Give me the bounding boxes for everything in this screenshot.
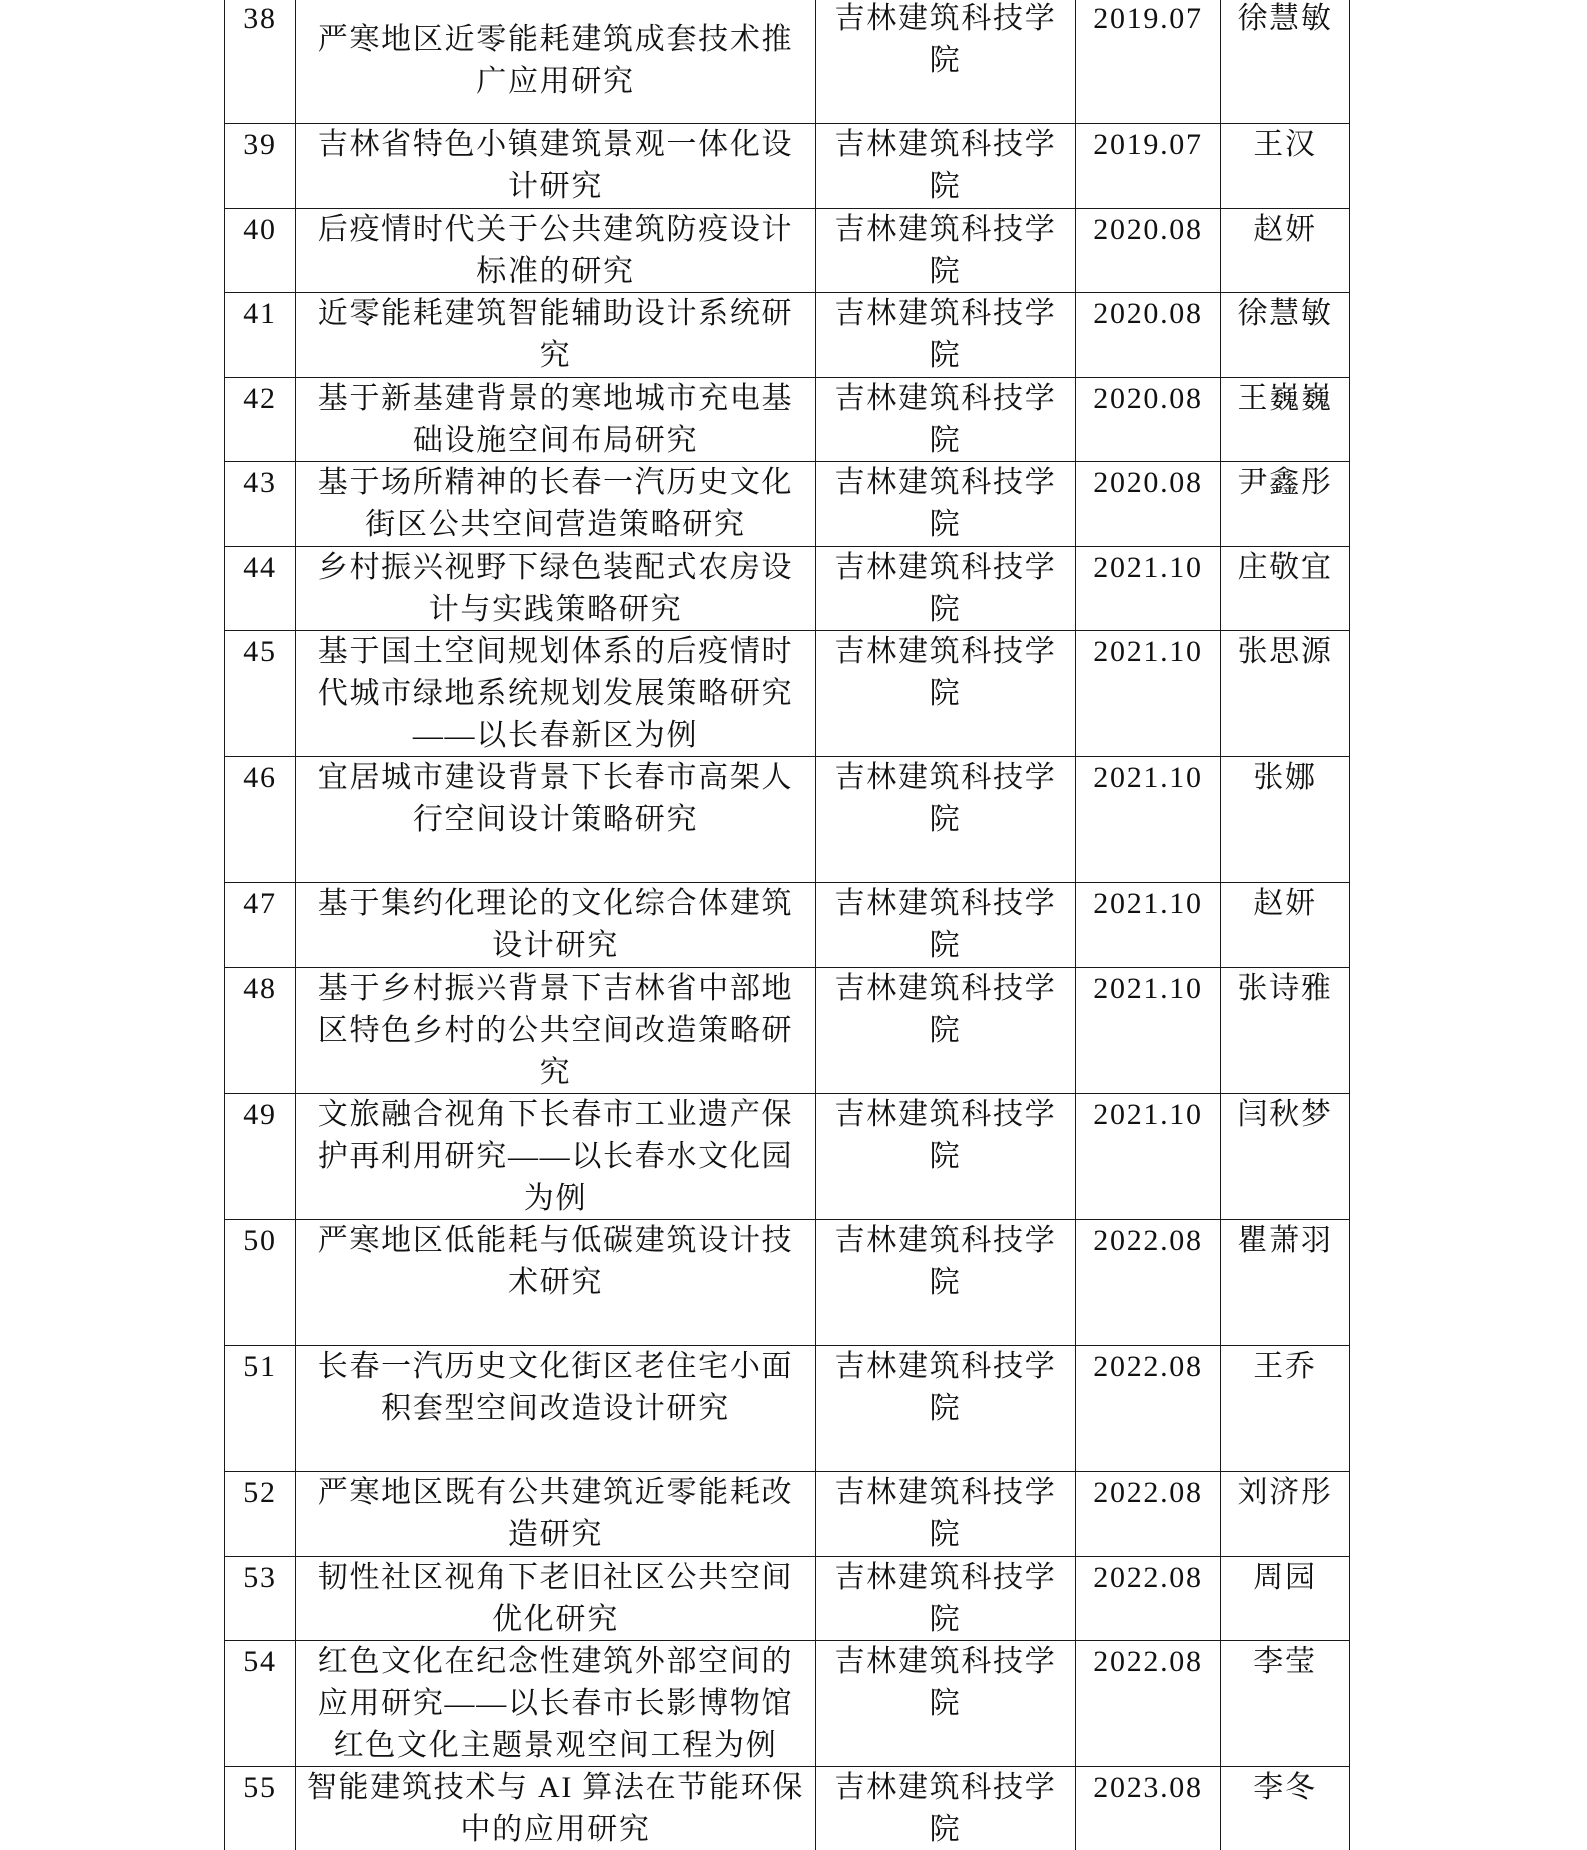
date-cell bbox=[1076, 1220, 1221, 1345]
institution-line: 吉林建筑科技学 bbox=[834, 1560, 1057, 1594]
leader-cell bbox=[1221, 1472, 1350, 1556]
table-row bbox=[224, 547, 1350, 632]
institution-cell bbox=[816, 293, 1076, 377]
project-title-line: 韧性社区视角下老旧社区公共空间 bbox=[317, 1560, 794, 1594]
institution-line: 院 bbox=[929, 803, 962, 837]
project-title-line: 为例 bbox=[523, 1181, 588, 1215]
project-date: 2021.10 bbox=[1093, 635, 1203, 669]
project-leader: 李莹 bbox=[1253, 1645, 1317, 1679]
leader-cell bbox=[1221, 293, 1350, 377]
row-number: 44 bbox=[243, 550, 277, 584]
date-cell bbox=[1076, 293, 1221, 377]
project-title-line: 究 bbox=[539, 1055, 572, 1089]
project-title-line: 吉林省特色小镇建筑景观一体化设 bbox=[317, 128, 794, 162]
institution-line: 吉林建筑科技学 bbox=[834, 1645, 1057, 1679]
row-number-cell bbox=[224, 1472, 296, 1556]
project-title-cell bbox=[296, 1094, 816, 1219]
institution-line: 院 bbox=[929, 1392, 962, 1426]
project-title-cell bbox=[296, 462, 816, 546]
row-number: 55 bbox=[243, 1771, 277, 1805]
project-title-line: 近零能耗建筑智能辅助设计系统研 bbox=[317, 297, 794, 331]
row-number: 40 bbox=[243, 212, 277, 246]
project-title-line: 标准的研究 bbox=[476, 254, 635, 288]
project-date: 2022.08 bbox=[1093, 1476, 1203, 1510]
institution-line: 院 bbox=[929, 170, 962, 204]
row-number-cell bbox=[224, 968, 296, 1093]
project-title-line: 区特色乡村的公共空间改造策略研 bbox=[317, 1013, 794, 1047]
table-row bbox=[224, 209, 1350, 294]
table-row bbox=[224, 1346, 1350, 1472]
row-number: 43 bbox=[243, 466, 277, 500]
institution-line: 院 bbox=[929, 423, 962, 457]
table-row bbox=[224, 757, 1350, 883]
project-leader: 赵妍 bbox=[1253, 212, 1317, 246]
institution-line: 吉林建筑科技学 bbox=[834, 887, 1057, 921]
row-number: 48 bbox=[243, 971, 277, 1005]
institution-line: 吉林建筑科技学 bbox=[834, 297, 1057, 331]
project-date: 2023.08 bbox=[1093, 1771, 1203, 1805]
table-row bbox=[224, 293, 1350, 378]
table-row bbox=[224, 968, 1350, 1094]
row-number: 42 bbox=[243, 381, 277, 415]
project-title-line: 基于国土空间规划体系的后疫情时 bbox=[317, 635, 794, 669]
table-row bbox=[224, 462, 1350, 547]
institution-cell bbox=[816, 1472, 1076, 1556]
project-title-line: 积套型空间改造设计研究 bbox=[381, 1392, 730, 1426]
institution-cell bbox=[816, 1346, 1076, 1471]
project-date: 2021.10 bbox=[1093, 1097, 1203, 1131]
project-title-line: 计与实践策略研究 bbox=[428, 592, 683, 626]
leader-cell bbox=[1221, 209, 1350, 293]
project-title-line: 应用研究——以长春市长影博物馆 bbox=[317, 1687, 794, 1721]
project-title-line: 基于集约化理论的文化综合体建筑 bbox=[317, 887, 794, 921]
row-number-cell bbox=[224, 1094, 296, 1219]
project-leader: 王乔 bbox=[1253, 1350, 1317, 1384]
project-title-line: 基于乡村振兴背景下吉林省中部地 bbox=[317, 971, 794, 1005]
row-number: 53 bbox=[243, 1560, 277, 1594]
row-number: 52 bbox=[243, 1476, 277, 1510]
institution-line: 吉林建筑科技学 bbox=[834, 550, 1057, 584]
institution-cell bbox=[816, 1220, 1076, 1345]
project-date: 2022.08 bbox=[1093, 1560, 1203, 1594]
row-number-cell bbox=[224, 757, 296, 882]
row-number-cell bbox=[224, 0, 296, 123]
row-number-cell bbox=[224, 1220, 296, 1345]
project-title-line: 究 bbox=[539, 339, 572, 373]
row-number: 39 bbox=[243, 128, 277, 162]
table-row bbox=[224, 883, 1350, 968]
project-leader: 周园 bbox=[1253, 1560, 1317, 1594]
project-leader: 张思源 bbox=[1237, 635, 1333, 669]
institution-line: 院 bbox=[929, 1265, 962, 1299]
project-leader: 赵妍 bbox=[1253, 887, 1317, 921]
project-title-cell bbox=[296, 1346, 816, 1471]
project-title-cell bbox=[296, 124, 816, 208]
institution-line: 吉林建筑科技学 bbox=[834, 381, 1057, 415]
project-title-line: 红色文化在纪念性建筑外部空间的 bbox=[317, 1645, 794, 1679]
leader-cell bbox=[1221, 1094, 1350, 1219]
table-row bbox=[224, 1094, 1350, 1220]
project-title-line: 基于新基建背景的寒地城市充电基 bbox=[317, 381, 794, 415]
project-date: 2020.08 bbox=[1093, 466, 1203, 500]
project-title-line: 中的应用研究 bbox=[460, 1813, 651, 1847]
project-title-cell bbox=[296, 968, 816, 1093]
table-row bbox=[224, 1767, 1350, 1850]
project-date: 2019.07 bbox=[1093, 2, 1203, 35]
project-date: 2021.10 bbox=[1093, 761, 1203, 795]
leader-cell bbox=[1221, 968, 1350, 1093]
row-number-cell bbox=[224, 631, 296, 756]
institution-line: 院 bbox=[929, 339, 962, 373]
table-row bbox=[224, 124, 1350, 209]
project-title-cell bbox=[296, 209, 816, 293]
institution-line: 吉林建筑科技学 bbox=[834, 1097, 1057, 1131]
leader-cell bbox=[1221, 0, 1350, 123]
project-title-line: ——以长春新区为例 bbox=[412, 719, 699, 753]
institution-line: 院 bbox=[929, 1013, 962, 1047]
project-title-line: 广应用研究 bbox=[476, 64, 635, 98]
project-title-cell bbox=[296, 0, 816, 123]
date-cell bbox=[1076, 462, 1221, 546]
leader-cell bbox=[1221, 757, 1350, 882]
project-date: 2022.08 bbox=[1093, 1223, 1203, 1257]
row-number-cell bbox=[224, 1767, 296, 1850]
leader-cell bbox=[1221, 462, 1350, 546]
project-title-line: 基于场所精神的长春一汽历史文化 bbox=[317, 466, 794, 500]
row-number: 51 bbox=[243, 1350, 277, 1384]
institution-cell bbox=[816, 631, 1076, 756]
leader-cell bbox=[1221, 1767, 1350, 1850]
project-leader: 李冬 bbox=[1253, 1771, 1317, 1805]
project-title-line: 宜居城市建设背景下长春市高架人 bbox=[317, 761, 794, 795]
leader-cell bbox=[1221, 631, 1350, 756]
project-title-cell bbox=[296, 883, 816, 967]
date-cell bbox=[1076, 1557, 1221, 1641]
leader-cell bbox=[1221, 124, 1350, 208]
institution-cell bbox=[816, 1094, 1076, 1219]
project-date: 2021.10 bbox=[1093, 887, 1203, 921]
project-title-line: 严寒地区既有公共建筑近零能耗改 bbox=[317, 1476, 794, 1510]
table-row bbox=[224, 1220, 1350, 1346]
project-title-line: 优化研究 bbox=[492, 1602, 619, 1636]
institution-cell bbox=[816, 124, 1076, 208]
date-cell bbox=[1076, 124, 1221, 208]
project-date: 2022.08 bbox=[1093, 1645, 1203, 1679]
row-number: 47 bbox=[243, 887, 277, 921]
project-date: 2021.10 bbox=[1093, 971, 1203, 1005]
project-title-line: 街区公共空间营造策略研究 bbox=[365, 508, 746, 542]
project-title-cell bbox=[296, 1641, 816, 1766]
project-title-line: 设计研究 bbox=[492, 929, 619, 963]
date-cell bbox=[1076, 1472, 1221, 1556]
institution-line: 吉林建筑科技学 bbox=[834, 212, 1057, 246]
project-date: 2020.08 bbox=[1093, 297, 1203, 331]
project-title-cell bbox=[296, 1557, 816, 1641]
project-title-cell bbox=[296, 1220, 816, 1345]
leader-cell bbox=[1221, 883, 1350, 967]
project-title-line: 长春一汽历史文化街区老住宅小面 bbox=[317, 1350, 794, 1384]
project-leader: 张娜 bbox=[1253, 761, 1317, 795]
project-title-line: 行空间设计策略研究 bbox=[412, 803, 699, 837]
table-row bbox=[224, 0, 1350, 124]
institution-line: 吉林建筑科技学 bbox=[834, 635, 1057, 669]
row-number-cell bbox=[224, 378, 296, 462]
project-leader: 闫秋梦 bbox=[1237, 1097, 1333, 1131]
project-title-cell bbox=[296, 757, 816, 882]
project-title-line: 严寒地区近零能耗建筑成套技术推 bbox=[317, 22, 794, 56]
institution-cell bbox=[816, 0, 1076, 123]
row-number-cell bbox=[224, 1557, 296, 1641]
date-cell bbox=[1076, 209, 1221, 293]
institution-line: 院 bbox=[929, 1687, 962, 1721]
institution-cell bbox=[816, 378, 1076, 462]
date-cell bbox=[1076, 1346, 1221, 1471]
date-cell bbox=[1076, 631, 1221, 756]
project-title-line: 文旅融合视角下长春市工业遗产保 bbox=[317, 1097, 794, 1131]
institution-line: 院 bbox=[929, 44, 962, 77]
project-title-line: 护再利用研究——以长春水文化园 bbox=[317, 1139, 794, 1173]
table-row bbox=[224, 378, 1350, 463]
project-table bbox=[224, 0, 1350, 1850]
institution-line: 院 bbox=[929, 1518, 962, 1552]
date-cell bbox=[1076, 968, 1221, 1093]
institution-cell bbox=[816, 757, 1076, 882]
project-title-line: 造研究 bbox=[507, 1518, 604, 1552]
institution-line: 院 bbox=[929, 929, 962, 963]
project-date: 2020.08 bbox=[1093, 212, 1203, 246]
project-title-cell bbox=[296, 1472, 816, 1556]
institution-line: 吉林建筑科技学 bbox=[834, 128, 1057, 162]
row-number: 38 bbox=[243, 2, 277, 35]
project-leader: 徐慧敏 bbox=[1237, 297, 1333, 331]
row-number-cell bbox=[224, 547, 296, 631]
leader-cell bbox=[1221, 1557, 1350, 1641]
project-leader: 王巍巍 bbox=[1237, 381, 1333, 415]
project-leader: 王汉 bbox=[1253, 128, 1317, 162]
institution-line: 吉林建筑科技学 bbox=[834, 761, 1057, 795]
project-leader: 徐慧敏 bbox=[1237, 2, 1333, 35]
institution-cell bbox=[816, 547, 1076, 631]
table-row bbox=[224, 1557, 1350, 1642]
institution-line: 吉林建筑科技学 bbox=[834, 971, 1057, 1005]
institution-line: 吉林建筑科技学 bbox=[834, 1223, 1057, 1257]
project-title-line: 计研究 bbox=[507, 170, 604, 204]
institution-line: 院 bbox=[929, 1602, 962, 1636]
institution-line: 吉林建筑科技学 bbox=[834, 1350, 1057, 1384]
row-number: 45 bbox=[243, 635, 277, 669]
institution-cell bbox=[816, 462, 1076, 546]
institution-line: 吉林建筑科技学 bbox=[834, 1771, 1057, 1805]
project-leader: 刘济彤 bbox=[1237, 1476, 1333, 1510]
institution-line: 吉林建筑科技学 bbox=[834, 1476, 1057, 1510]
project-title-line: 乡村振兴视野下绿色装配式农房设 bbox=[317, 550, 794, 584]
row-number: 50 bbox=[243, 1223, 277, 1257]
project-title-cell bbox=[296, 293, 816, 377]
leader-cell bbox=[1221, 1641, 1350, 1766]
institution-line: 吉林建筑科技学 bbox=[834, 466, 1057, 500]
project-title-line: 术研究 bbox=[507, 1265, 604, 1299]
leader-cell bbox=[1221, 1220, 1350, 1345]
leader-cell bbox=[1221, 1346, 1350, 1471]
institution-cell bbox=[816, 209, 1076, 293]
project-leader: 尹鑫彤 bbox=[1237, 466, 1333, 500]
project-date: 2019.07 bbox=[1093, 128, 1203, 162]
institution-line: 吉林建筑科技学 bbox=[834, 2, 1057, 35]
project-title-line: 红色文化主题景观空间工程为例 bbox=[333, 1729, 778, 1763]
date-cell bbox=[1076, 1767, 1221, 1850]
project-title-cell bbox=[296, 631, 816, 756]
project-title-line: 础设施空间布局研究 bbox=[412, 423, 699, 457]
institution-cell bbox=[816, 968, 1076, 1093]
row-number: 41 bbox=[243, 297, 277, 331]
date-cell bbox=[1076, 378, 1221, 462]
project-leader: 瞿萧羽 bbox=[1237, 1223, 1333, 1257]
row-number-cell bbox=[224, 124, 296, 208]
table-row bbox=[224, 1472, 1350, 1557]
table-row bbox=[224, 1641, 1350, 1767]
project-date: 2020.08 bbox=[1093, 381, 1203, 415]
leader-cell bbox=[1221, 547, 1350, 631]
date-cell bbox=[1076, 547, 1221, 631]
institution-cell bbox=[816, 883, 1076, 967]
institution-line: 院 bbox=[929, 1139, 962, 1173]
institution-line: 院 bbox=[929, 508, 962, 542]
institution-line: 院 bbox=[929, 677, 962, 711]
table-row bbox=[224, 631, 1350, 757]
institution-line: 院 bbox=[929, 254, 962, 288]
date-cell bbox=[1076, 757, 1221, 882]
date-cell bbox=[1076, 0, 1221, 123]
project-title-line: 代城市绿地系统规划发展策略研究 bbox=[317, 677, 794, 711]
row-number: 46 bbox=[243, 761, 277, 795]
leader-cell bbox=[1221, 378, 1350, 462]
project-date: 2021.10 bbox=[1093, 550, 1203, 584]
institution-cell bbox=[816, 1767, 1076, 1850]
row-number-cell bbox=[224, 883, 296, 967]
project-title-cell bbox=[296, 547, 816, 631]
institution-line: 院 bbox=[929, 1813, 962, 1847]
date-cell bbox=[1076, 1094, 1221, 1219]
institution-cell bbox=[816, 1641, 1076, 1766]
row-number-cell bbox=[224, 293, 296, 377]
project-leader: 庄敬宜 bbox=[1237, 550, 1333, 584]
project-title-line: 后疫情时代关于公共建筑防疫设计 bbox=[317, 212, 794, 246]
institution-cell bbox=[816, 1557, 1076, 1641]
row-number-cell bbox=[224, 1641, 296, 1766]
project-title-line: 严寒地区低能耗与低碳建筑设计技 bbox=[317, 1223, 794, 1257]
project-date: 2022.08 bbox=[1093, 1350, 1203, 1384]
date-cell bbox=[1076, 1641, 1221, 1766]
project-title-cell bbox=[296, 378, 816, 462]
row-number-cell bbox=[224, 462, 296, 546]
row-number: 49 bbox=[243, 1097, 277, 1131]
row-number-cell bbox=[224, 1346, 296, 1471]
institution-line: 院 bbox=[929, 592, 962, 626]
project-leader: 张诗雅 bbox=[1237, 971, 1333, 1005]
project-title-line: 智能建筑技术与 AI 算法在节能环保 bbox=[306, 1771, 805, 1805]
row-number-cell bbox=[224, 209, 296, 293]
date-cell bbox=[1076, 883, 1221, 967]
row-number: 54 bbox=[243, 1645, 277, 1679]
project-title-cell bbox=[296, 1767, 816, 1850]
